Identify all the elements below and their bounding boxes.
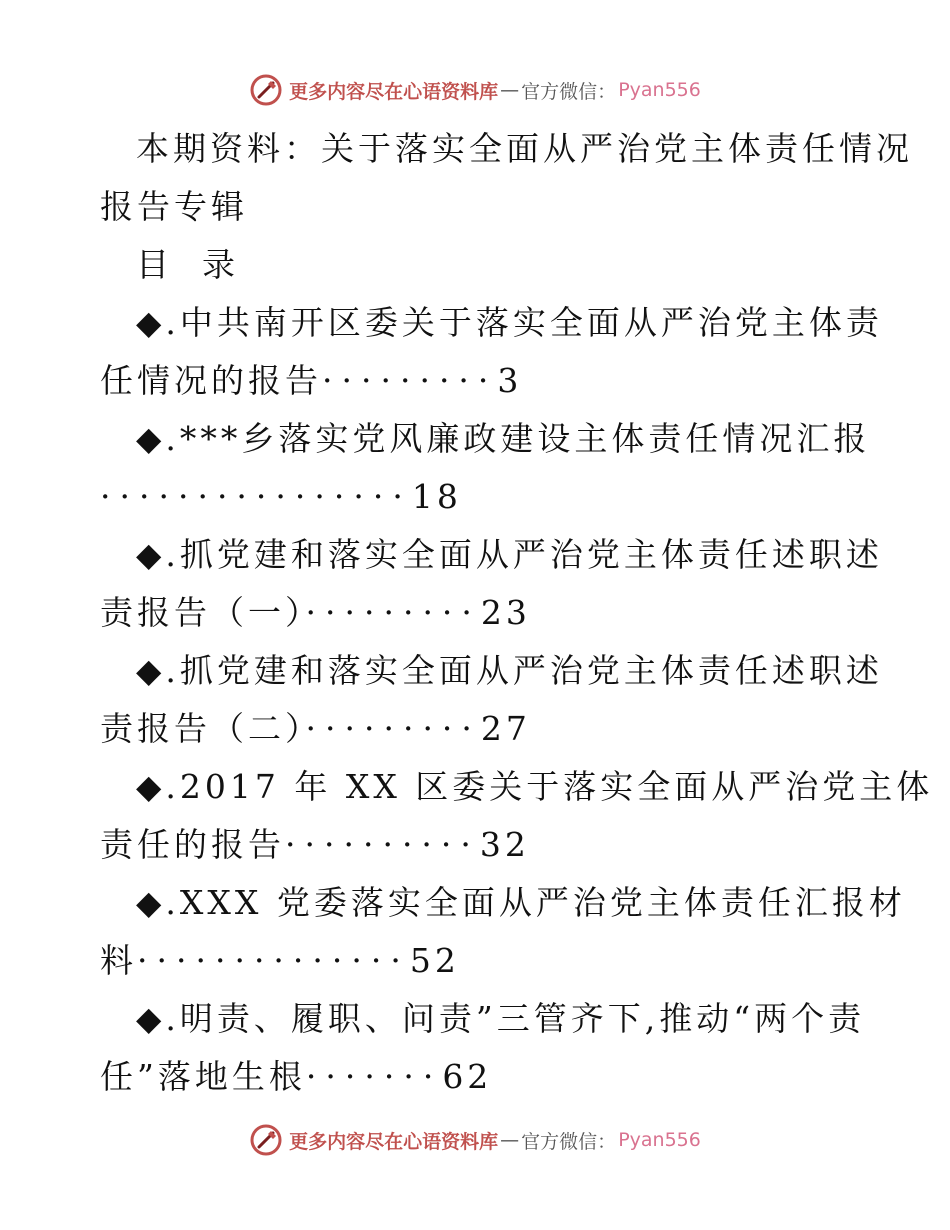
toc-entry-continuation: [100, 584, 860, 642]
header-watermark: [0, 70, 950, 110]
toc-entry-continuation: [100, 1048, 860, 1106]
watermark-label: 官方微信：: [521, 1130, 617, 1153]
toc-heading: 目 录: [136, 245, 239, 284]
watermark-account: Pyan556: [618, 79, 701, 101]
toc-list: [100, 294, 934, 1106]
toc-entry[interactable]: [100, 526, 883, 642]
brush-logo-icon: [249, 73, 283, 107]
toc-entry[interactable]: [100, 410, 871, 526]
toc-entry-title-cont: 任”落地生根: [100, 1057, 306, 1096]
toc-entry-title: ◆.***乡落实党风廉政建设主体责任情况汇报: [136, 419, 871, 458]
toc-entry-continuation: [100, 700, 860, 758]
toc-entry-continuation: [100, 468, 860, 526]
toc-entry-title: ◆.明责、履职、问责”三管齐下,推动“两个责: [136, 999, 866, 1038]
toc-leader-dots: ·······: [305, 1057, 443, 1096]
watermark-main-text: 更多内容尽在心语资料库: [289, 80, 499, 103]
toc-entry-title-cont: 任情况的报告: [100, 361, 322, 400]
toc-entry-title: ◆.2017 年 XX 区委关于落实全面从严治党主体: [136, 767, 934, 806]
watermark-separator: —: [500, 1129, 520, 1151]
toc-entry-continuation: [100, 352, 860, 410]
toc-page-number: 23: [480, 593, 531, 632]
toc-leader-dots: ··············: [137, 941, 410, 980]
intro-line-1: 本期资料：关于落实全面从严治党主体责任情况: [136, 129, 913, 168]
toc-entry[interactable]: [100, 874, 906, 990]
toc-page-number: 62: [442, 1057, 493, 1096]
watermark-main-text: 更多内容尽在心语资料库: [289, 1130, 499, 1153]
toc-leader-dots: ················: [100, 477, 412, 516]
toc-entry-title: ◆.抓党建和落实全面从严治党主体责任述职述: [136, 535, 883, 574]
watermark-account: Pyan556: [618, 1129, 701, 1151]
toc-entry-title: ◆.XXX 党委落实全面从严治党主体责任汇报材: [136, 883, 906, 922]
toc-leader-dots: ·········: [305, 709, 481, 748]
toc-entry-title-cont: 料: [100, 941, 137, 980]
document-body: [100, 120, 934, 1106]
toc-entry-title: ◆.抓党建和落实全面从严治党主体责任述职述: [136, 651, 883, 690]
watermark-label: 官方微信：: [521, 80, 617, 103]
toc-page-number: 52: [409, 941, 460, 980]
toc-page-number: 18: [411, 477, 462, 516]
watermark-separator: —: [500, 79, 520, 101]
toc-entry[interactable]: [100, 758, 934, 874]
toc-page-number: 32: [479, 825, 530, 864]
toc-entry-title: ◆.中共南开区委关于落实全面从严治党主体责: [136, 303, 883, 342]
toc-entry-title-cont: 责报告（一）: [100, 593, 306, 632]
toc-leader-dots: ·········: [322, 361, 498, 400]
brush-logo-icon: [249, 1123, 283, 1157]
toc-entry-title-cont: 责任的报告: [100, 825, 285, 864]
toc-entry-continuation: [100, 932, 860, 990]
toc-page-number: 3: [497, 361, 523, 400]
intro-line-2: 报告专辑: [100, 187, 248, 226]
toc-entry-title-cont: 责报告（二）: [100, 709, 306, 748]
toc-leader-dots: ··········: [285, 825, 480, 864]
toc-entry[interactable]: [100, 294, 883, 410]
toc-entry-continuation: [100, 816, 860, 874]
toc-leader-dots: ·········: [305, 593, 481, 632]
toc-entry[interactable]: [100, 642, 883, 758]
footer-watermark: [0, 1120, 950, 1160]
toc-page-number: 27: [480, 709, 531, 748]
toc-entry[interactable]: [100, 990, 866, 1106]
